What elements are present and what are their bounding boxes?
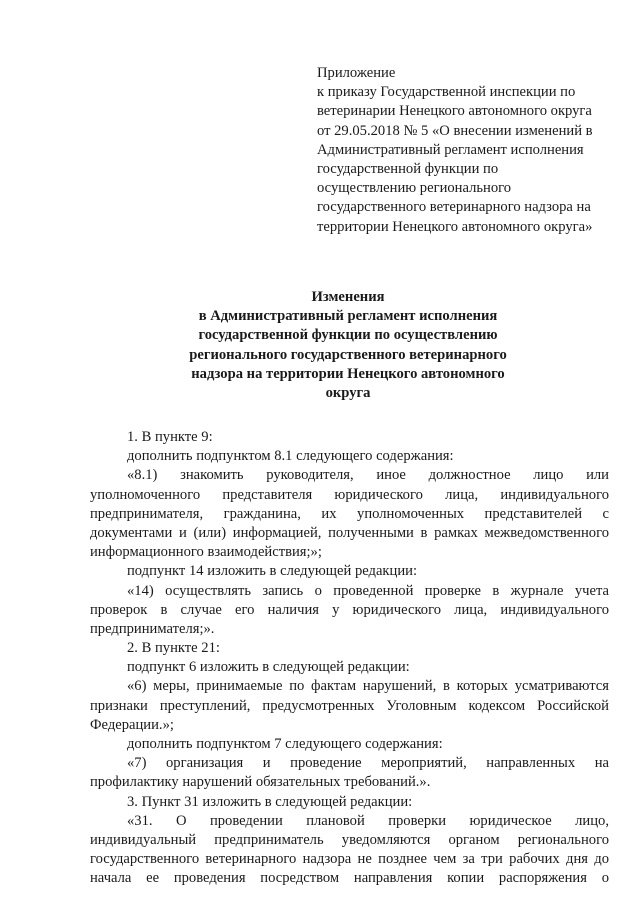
appendix-line: к приказу Государственной инспекции по bbox=[317, 84, 576, 101]
appendix-line: государственного ветеринарного надзора на bbox=[317, 199, 591, 216]
body-line: «31. О проведении плановой проверки юридическое лицо, bbox=[127, 812, 609, 829]
title-line: в Административный регламент исполнения bbox=[198, 308, 498, 325]
appendix-line: от 29.05.2018 № 5 «О внесении изменений в bbox=[317, 122, 593, 139]
body-line: предпринимателя, гражданина, их уполномоченных представителей с bbox=[90, 505, 609, 522]
body-line: 1. В пункте 9: bbox=[127, 429, 213, 445]
body-line: профилактику нарушений обязательных требований.». bbox=[90, 774, 431, 791]
body-line: Федерации.»; bbox=[90, 716, 174, 733]
appendix-line: осуществлению регионального bbox=[317, 180, 512, 197]
appendix-line: ветеринарии Ненецкого автономного округа bbox=[317, 103, 592, 120]
title-line: регионального государственного ветеринарного bbox=[189, 346, 507, 363]
body-line: «7) организация и проведение мероприятий, направленных на bbox=[127, 755, 609, 772]
appendix-block bbox=[317, 64, 617, 237]
body-line: дополнить подпунктом 7 следующего содержания: bbox=[127, 736, 443, 752]
body-line: 2. В пункте 21: bbox=[127, 640, 220, 657]
title-line: государственной функции по осуществлению bbox=[198, 327, 498, 344]
body-line: «6) меры, принимаемые по фактам нарушений, в которых усматриваются bbox=[127, 678, 609, 695]
body-line: предпринимателя;». bbox=[90, 620, 215, 637]
body-line: уполномоченного представителя юридического лица, индивидуального bbox=[90, 486, 609, 503]
body-line: информационного взаимодействия;»; bbox=[90, 544, 322, 561]
body-line: индивидуальный предприниматель уведомляются органом регионального bbox=[90, 831, 609, 848]
body-line: дополнить подпунктом 8.1 следующего содержания: bbox=[127, 448, 454, 465]
appendix-line: Административный регламент исполнения bbox=[317, 141, 584, 158]
title-line: округа bbox=[325, 385, 371, 402]
body-line: государственного ветеринарного надзора не позднее чем за три рабочих дня до bbox=[90, 851, 609, 868]
document-title bbox=[148, 288, 548, 403]
title-line: Изменения bbox=[311, 289, 385, 305]
body-line: признаки преступлений, предусмотренных Уголовным кодексом Российской bbox=[90, 697, 609, 714]
appendix-line: территории Ненецкого автономного округа» bbox=[317, 218, 593, 235]
body-line: документами и (или) информацией, полученными в рамках межведомственного bbox=[90, 524, 609, 541]
body-line: подпункт 6 изложить в следующей редакции: bbox=[127, 659, 410, 676]
body-line: «14) осуществлять запись о проведенной проверке в журнале учета bbox=[127, 582, 609, 599]
body-line: подпункт 14 изложить в следующей редакции: bbox=[127, 563, 418, 580]
appendix-line: Приложение bbox=[317, 65, 396, 81]
document-body bbox=[90, 428, 609, 889]
title-line: надзора на территории Ненецкого автономного bbox=[191, 365, 505, 382]
body-line: 3. Пункт 31 изложить в следующей редакции: bbox=[127, 793, 413, 810]
body-line: проверок в случае его наличия у юридического лица, индивидуального bbox=[90, 601, 609, 618]
body-line: «8.1) знакомить руководителя, иное должностное лицо или bbox=[127, 467, 609, 484]
body-line: начала ее проведения посредством направления копии распоряжения о bbox=[90, 870, 609, 887]
appendix-line: государственной функции по bbox=[317, 161, 499, 178]
